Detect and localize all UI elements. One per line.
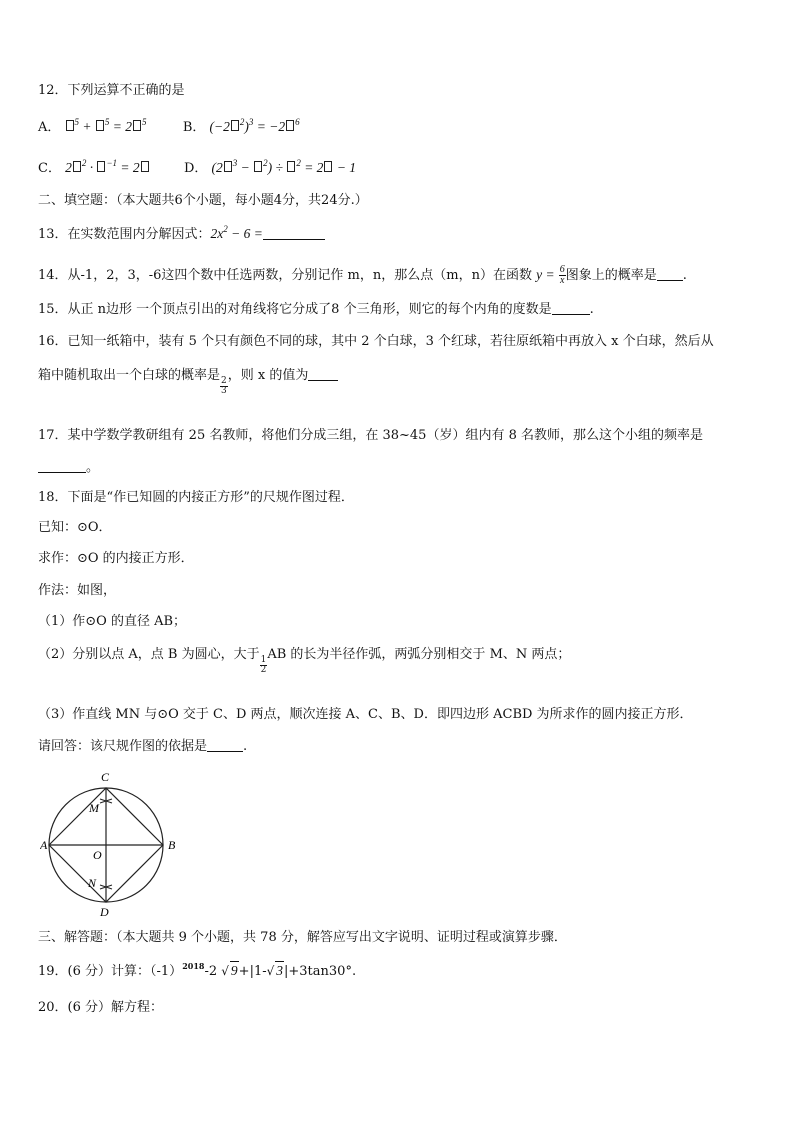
q16-answer-blank[interactable]	[308, 368, 338, 381]
q15	[38, 301, 594, 319]
q18-known: 已知：⊙O．	[38, 520, 112, 535]
q18-find: 求作：⊙O 的内接正方形．	[38, 551, 194, 566]
q14-function: y =	[536, 267, 555, 282]
q19-minus2: -2	[204, 964, 218, 979]
q19-exponent: 2018	[182, 961, 205, 971]
q12-option-b-label: B．	[182, 120, 206, 135]
q16-frac-num: 2	[221, 376, 227, 386]
q12-option-d-label: D．	[183, 161, 208, 176]
q19-radical-icon: √	[221, 964, 229, 978]
q14	[38, 265, 687, 286]
q12-option-a-expr: $^5$ + $^5$ = 2 $^5$	[65, 119, 147, 134]
label-d: D	[100, 905, 109, 918]
q19	[38, 961, 356, 981]
q14-answer-blank[interactable]	[657, 268, 683, 281]
q18-question-end: .	[243, 739, 248, 754]
label-a: A	[40, 838, 48, 852]
q13-expr-tail: − 6 =	[231, 226, 263, 241]
q13-answer-blank[interactable]	[263, 227, 325, 240]
q14-text-b: 图象上的概率是	[565, 268, 657, 283]
label-n: N	[88, 876, 97, 890]
q12-option-b-expr: (−2 $^2$)$^3$ = −2 $^6$	[209, 117, 300, 134]
section3-header: 三、解答题：（本大题共 9 个小题，共 78 分，解答应写出文字说明、证明过程或演算步骤．	[38, 930, 567, 945]
q19-mid: +|1-	[238, 964, 267, 979]
q20: 20．(6 分）解方程：	[38, 1000, 164, 1015]
q16-line1: 16．已知一纸箱中，装有 5 个只有颜色不同的球，其中 2 个白球，3 个红球，若往原纸箱中再放入 x 个白球，然后从	[38, 334, 714, 349]
q16-fraction	[220, 377, 228, 396]
q12-option-c-label: C．	[38, 161, 61, 176]
q18-step2	[38, 646, 570, 675]
q18-step3: （3）作直线 MN 与⊙O 交于 C、D 两点，顺次连接 A、C、B、D．即四边形 ACBD 为所求作的圆内接正方形．	[38, 707, 693, 722]
q19-radical-icon-2: √	[266, 964, 275, 978]
label-m: M	[89, 801, 99, 815]
q15-text: 15．从正 n边形 一个顶点引出的对角线将它分成了8 个三角形，则它的每个内角的度数是	[38, 302, 552, 317]
q18-question-text: 请回答：该尺规作图的依据是	[38, 739, 208, 754]
label-c: C	[101, 770, 110, 784]
q12-options-row2	[38, 159, 356, 178]
q18-step1: （1）作⊙O 的直径 AB；	[38, 614, 187, 629]
q18-step2-text-b: AB 的长为半径作弧，两弧分别相交于 M、N 两点；	[267, 647, 571, 662]
q16-text-b: ，则 x 的值为	[227, 368, 309, 383]
q17-line1: 17．某中学数学教研组有 25 名教师，将他们分成三组，在 38~45（岁）组内有 8 名教师，那么这个小组的频率是	[38, 428, 703, 443]
q14-end: .	[682, 268, 687, 283]
section2-header: 二、填空题：（本大题共6个小题，每小题4分，共24分.）	[38, 193, 368, 208]
q16-line2	[38, 367, 338, 396]
label-o: O	[93, 848, 102, 862]
q18-stem: 18．下面是“作已知圆的内接正方形”的尺规作图过程．	[38, 490, 354, 505]
q13-expr: $2x^2 - 6$ =	[210, 224, 263, 241]
q15-answer-blank[interactable]	[552, 302, 590, 315]
q18-step2-text-a: （2）分别以点 A，点 B 为圆心，大于	[38, 647, 260, 662]
q17-line2	[38, 459, 99, 477]
q19-radicand-2: 3	[276, 963, 284, 978]
q16-frac-den: 3	[221, 386, 227, 396]
q15-end: .	[589, 302, 594, 317]
q17-answer-blank[interactable]	[38, 460, 86, 473]
q19-radicand-1: 9	[230, 963, 238, 978]
q18-step2-frac-den: 2	[260, 665, 267, 675]
q12-options-row1	[38, 118, 300, 137]
label-b: B	[168, 838, 176, 852]
q19-suffix: |+3tan30°.	[284, 964, 357, 979]
q12-stem: 12．下列运算不正确的是	[38, 83, 185, 98]
q17-end: 。	[86, 460, 100, 475]
q18-question	[38, 738, 247, 756]
q18-answer-blank[interactable]	[207, 739, 243, 752]
inscribed-square-figure	[40, 768, 184, 918]
q19-prefix: 19．(6 分）计算：（-1）	[38, 964, 183, 979]
q18-step2-frac-num: 1	[260, 655, 267, 665]
q12-option-c-expr: 2 $^2$ · $^{-1}$ = 2	[65, 160, 150, 175]
q16-text-a: 箱中随机取出一个白球的概率是	[38, 368, 221, 383]
q14-frac-den: x	[559, 275, 565, 286]
q12-option-d-expr: (2 $^3$ − $^2$) ÷ $^2$ = 2 − 1	[211, 158, 357, 175]
q14-frac-num: 6	[559, 264, 565, 275]
q13-text: 13．在实数范围内分解因式：	[38, 227, 211, 242]
q14-text-a: 14．从-1，2，3，-6这四个数中任选两数，分别记作 m，n，那么点（m，n）在函数	[38, 268, 532, 283]
q13	[38, 225, 325, 244]
q18-method: 作法：如图，	[38, 583, 117, 598]
q14-fraction	[559, 265, 566, 286]
q12-option-a-label: A．	[38, 120, 61, 135]
